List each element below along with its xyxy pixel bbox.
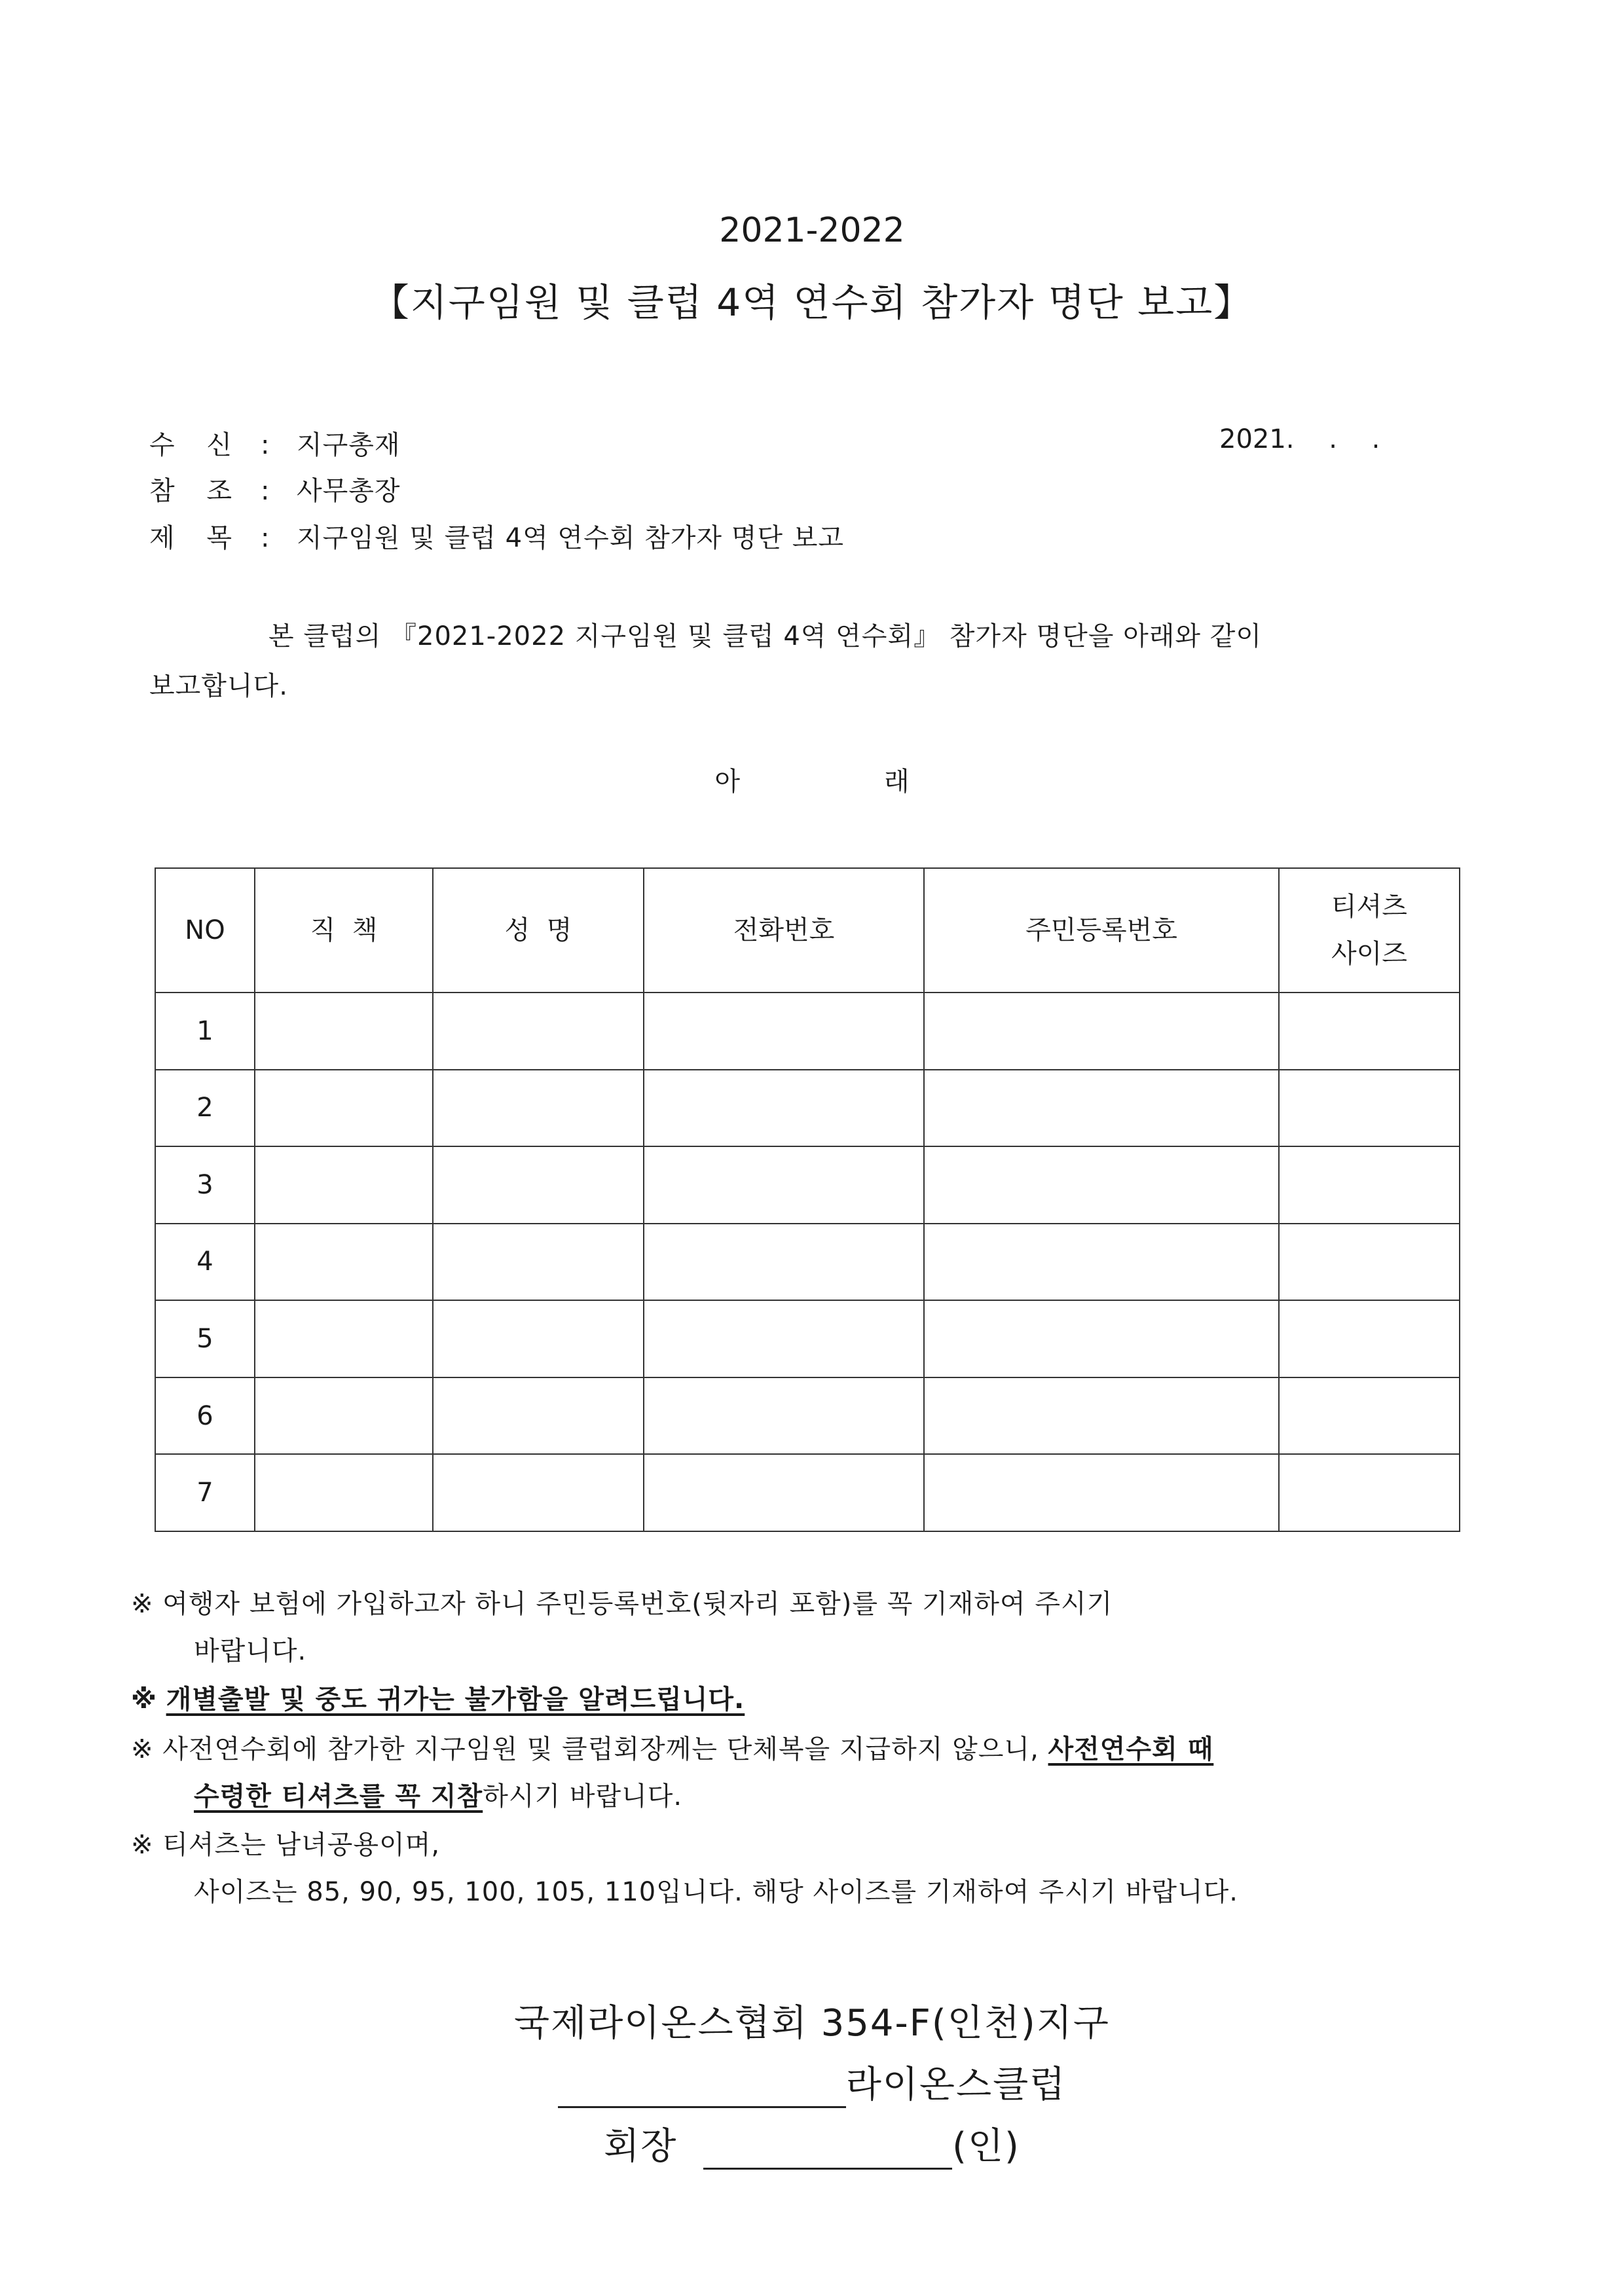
note-text-emphasis: 개별출발 및 중도 귀가는 불가함을 알려드립니다.: [166, 1685, 745, 1715]
recipient-line: [149, 424, 401, 462]
table-row: [155, 1146, 1460, 1224]
separator: :: [261, 476, 270, 506]
seal-mark: (인): [952, 2125, 1020, 2168]
tshirt-size-cell[interactable]: [1279, 1454, 1460, 1531]
header-no: NO: [155, 868, 255, 993]
participant-table: [155, 867, 1460, 1532]
note-insurance: [131, 1583, 1113, 1620]
reference-mark-icon: ※: [131, 1830, 154, 1860]
resident-number-cell[interactable]: [924, 1377, 1279, 1455]
subject-value: 지구임원 및 클럽 4역 연수회 참가자 명단 보고: [297, 523, 844, 553]
reference-value: 사무총장: [297, 476, 401, 506]
reference-line: [149, 470, 401, 507]
phone-cell[interactable]: [644, 1146, 924, 1224]
position-cell[interactable]: [255, 1377, 433, 1455]
phone-cell[interactable]: [644, 993, 924, 1070]
tshirt-size-cell[interactable]: [1279, 1224, 1460, 1301]
separator: :: [261, 523, 270, 553]
document-title: 【지구임원 및 클럽 4역 연수회 참가자 명단 보고】: [371, 280, 1253, 325]
position-cell[interactable]: [255, 1454, 433, 1531]
note-uniform-cont: [194, 1776, 682, 1813]
note-text: 여행자 보험에 가입하고자 하니 주민등록번호(뒷자리 포함)를 꼭 기재하여 주시기: [162, 1589, 1113, 1619]
tshirt-size-cell[interactable]: [1279, 993, 1460, 1070]
body-line-1: 본 클럽의 『2021-2022 지구임원 및 클럽 4역 연수회』 참가자 명단을 아래와 같이: [268, 621, 1262, 651]
reference-label: 참 조: [149, 476, 244, 506]
phone-cell[interactable]: [644, 1300, 924, 1377]
row-number: 7: [155, 1454, 255, 1531]
name-cell[interactable]: [433, 1224, 644, 1301]
resident-number-cell[interactable]: [924, 1454, 1279, 1531]
resident-number-cell[interactable]: [924, 993, 1279, 1070]
name-cell[interactable]: [433, 993, 644, 1070]
row-number: 3: [155, 1146, 255, 1224]
reference-mark-icon: ※: [131, 1589, 154, 1619]
table-row: [155, 1070, 1460, 1147]
name-cell[interactable]: [433, 1377, 644, 1455]
phone-cell[interactable]: [644, 1454, 924, 1531]
note-text: 하시기 바랍니다.: [483, 1781, 683, 1812]
body-line-2: 보고합니다.: [149, 671, 288, 701]
document-year: 2021-2022: [719, 211, 905, 250]
note-text: 사전연수회에 참가한 지구임원 및 클럽회장께는 단체복을 지급하지 않으니,: [162, 1734, 1048, 1764]
separator: :: [261, 430, 270, 460]
note-text-emphasis: 사전연수회 때: [1048, 1734, 1214, 1764]
position-cell[interactable]: [255, 1070, 433, 1147]
header-position: 직 책: [255, 868, 433, 993]
name-cell[interactable]: [433, 1070, 644, 1147]
notice-label-char: 아: [714, 767, 740, 797]
document-date: 2021. . .: [1219, 424, 1380, 454]
resident-number-cell[interactable]: [924, 1070, 1279, 1147]
resident-number-cell[interactable]: [924, 1224, 1279, 1301]
notice-label-char: 래: [884, 767, 910, 797]
header-name: 성 명: [433, 868, 644, 993]
notice-label: [0, 761, 1624, 798]
row-number: 2: [155, 1070, 255, 1147]
header-tshirt-size: [1279, 868, 1460, 993]
position-cell[interactable]: [255, 993, 433, 1070]
note-uniform: [131, 1728, 1213, 1766]
table-row: [155, 1454, 1460, 1531]
row-number: 6: [155, 1377, 255, 1455]
recipient-label: 수 신: [149, 430, 244, 460]
table-row: [155, 1377, 1460, 1455]
tshirt-size-cell[interactable]: [1279, 1300, 1460, 1377]
reference-mark-icon: ※: [131, 1685, 157, 1715]
header-tshirt-line2: 사이즈: [1331, 939, 1407, 969]
header-tshirt-line1: 티셔츠: [1331, 892, 1407, 922]
resident-number-cell[interactable]: [924, 1300, 1279, 1377]
note-departure: [131, 1679, 745, 1716]
table-row: [155, 993, 1460, 1070]
club-suffix: 라이온스클럽: [845, 2064, 1067, 2106]
note-tshirt-cont: 사이즈는 85, 90, 95, 100, 105, 110입니다. 해당 사이즈를 기재하여 주시기 바랍니다.: [194, 1877, 1238, 1907]
note-tshirt: [131, 1824, 440, 1861]
president-name-blank[interactable]: [703, 2134, 952, 2170]
tshirt-size-cell[interactable]: [1279, 1146, 1460, 1224]
header-resident-number: 주민등록번호: [924, 868, 1279, 993]
phone-cell[interactable]: [644, 1070, 924, 1147]
subject-label: 제 목: [149, 523, 244, 553]
table-row: [155, 1224, 1460, 1301]
row-number: 5: [155, 1300, 255, 1377]
note-text-emphasis: 수령한 티셔츠를 꼭 지참: [194, 1781, 483, 1812]
association-name: 국제라이온스협회 354-F(인천)지구: [514, 2002, 1110, 2045]
tshirt-size-cell[interactable]: [1279, 1070, 1460, 1147]
phone-cell[interactable]: [644, 1224, 924, 1301]
recipient-value: 지구총재: [297, 430, 401, 460]
president-label: 회장: [604, 2125, 678, 2168]
name-cell[interactable]: [433, 1146, 644, 1224]
club-name-blank[interactable]: [558, 2072, 846, 2108]
header-phone: 전화번호: [644, 868, 924, 993]
row-number: 1: [155, 993, 255, 1070]
row-number: 4: [155, 1224, 255, 1301]
subject-line: [149, 517, 844, 555]
club-line: [0, 2056, 1624, 2108]
note-insurance-cont: 바랍니다.: [194, 1636, 307, 1666]
position-cell[interactable]: [255, 1146, 433, 1224]
table-header-row: [155, 868, 1460, 993]
position-cell[interactable]: [255, 1224, 433, 1301]
president-line: [0, 2117, 1624, 2170]
name-cell[interactable]: [433, 1454, 644, 1531]
table-row: [155, 1300, 1460, 1377]
name-cell[interactable]: [433, 1300, 644, 1377]
note-text: 티셔츠는 남녀공용이며,: [162, 1830, 441, 1860]
phone-cell[interactable]: [644, 1377, 924, 1455]
reference-mark-icon: ※: [131, 1734, 154, 1764]
resident-number-cell[interactable]: [924, 1146, 1279, 1224]
tshirt-size-cell[interactable]: [1279, 1377, 1460, 1455]
position-cell[interactable]: [255, 1300, 433, 1377]
